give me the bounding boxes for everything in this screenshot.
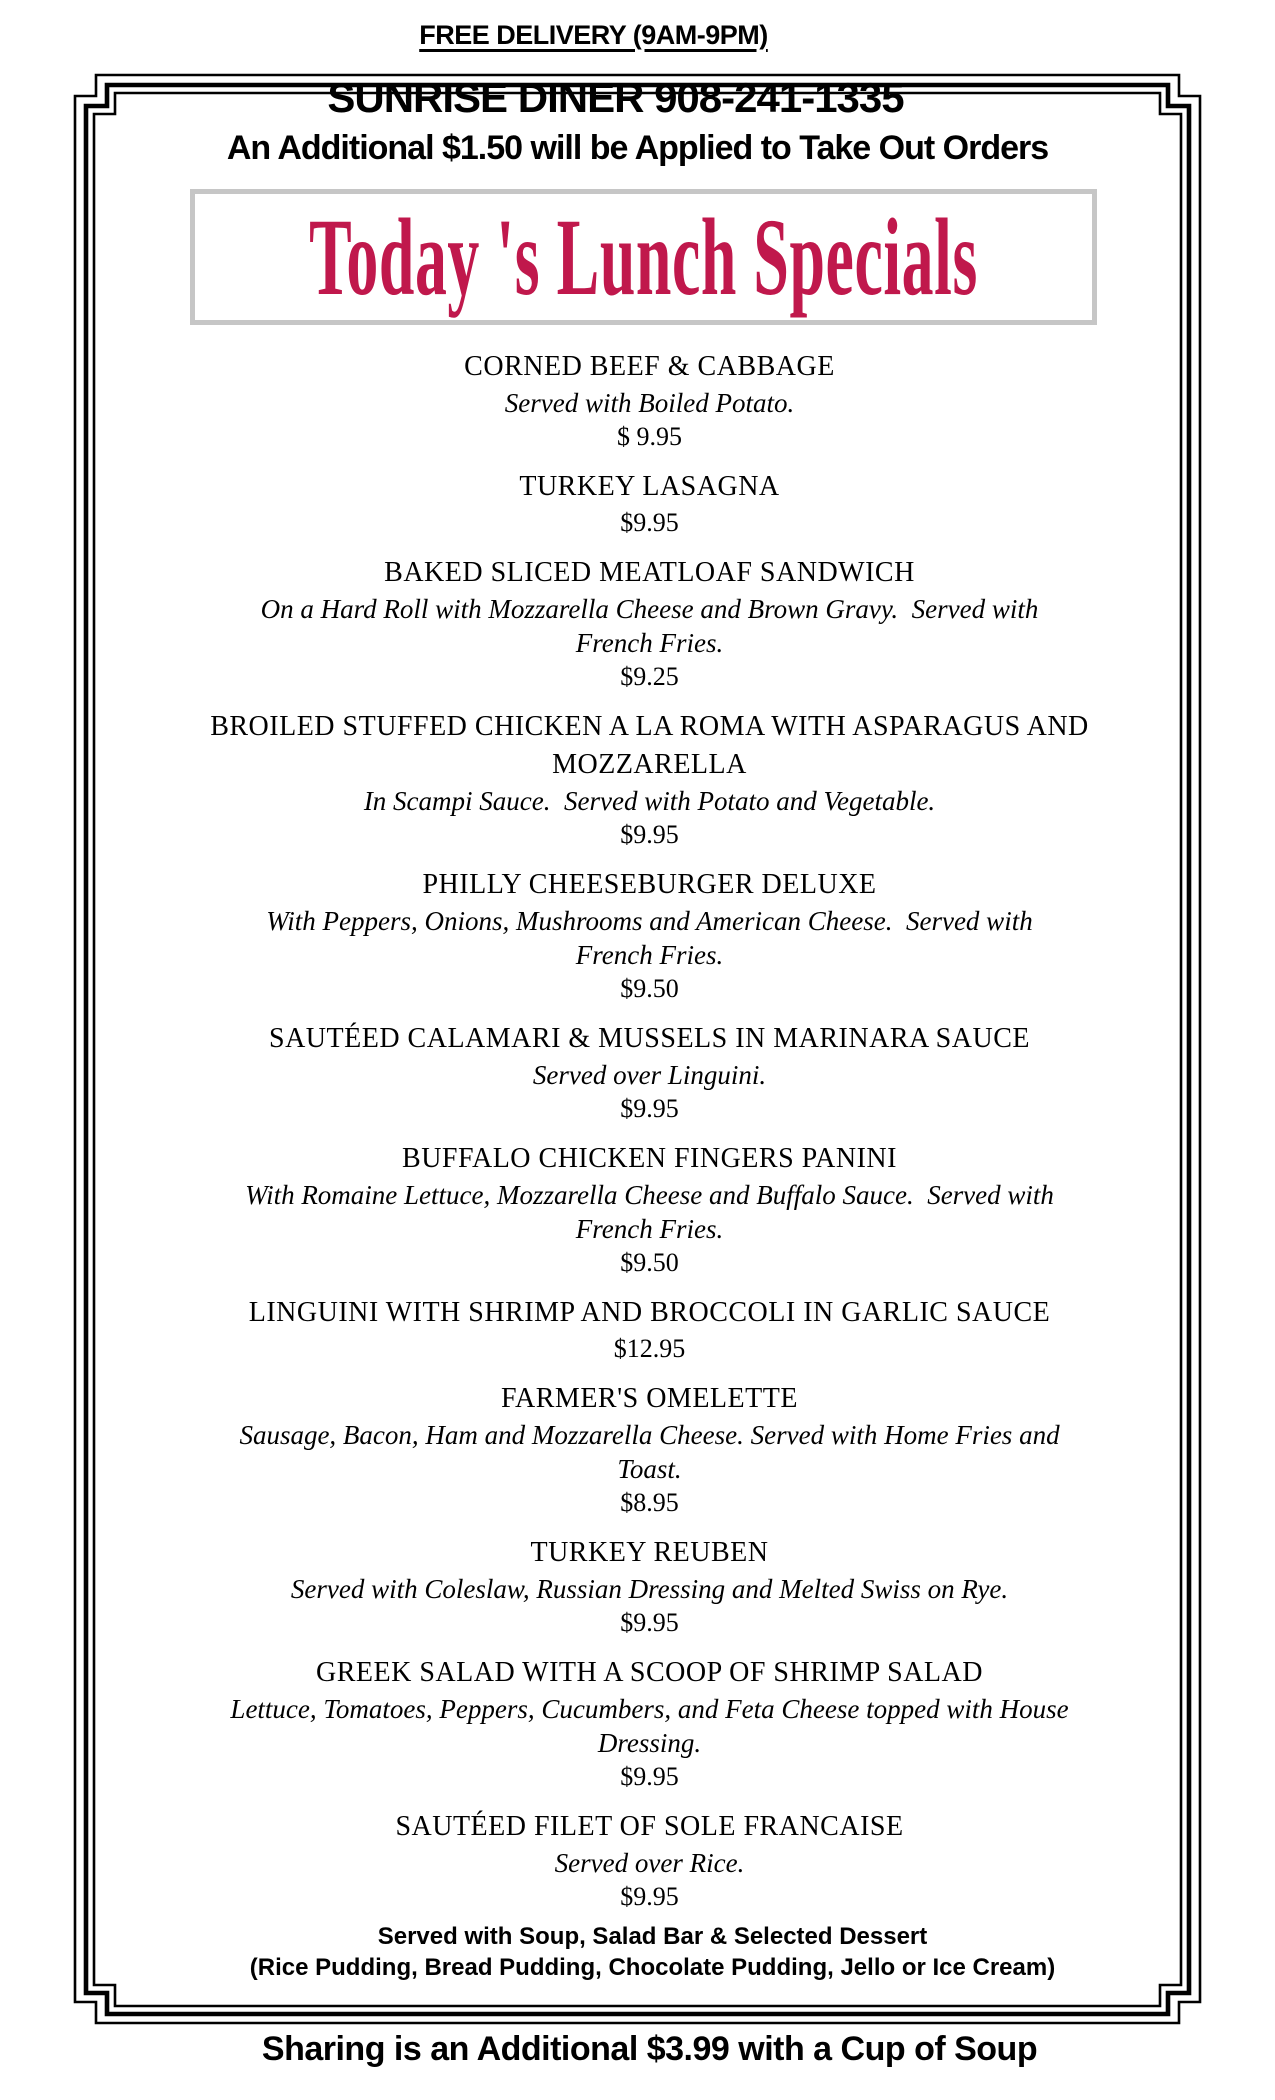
item-description: Lettuce, Tomatoes, Peppers, Cucumbers, and Feta Cheese topped with House Dressing.	[230, 1694, 1076, 1758]
specials-title: Today 's Lunch Specials	[309, 196, 978, 318]
item-name: BROILED STUFFED CHICKEN A LA ROMA WITH ASPARAGUS AND MOZZARELLA	[210, 711, 1089, 780]
specials-title-box	[190, 189, 1097, 325]
item-description: Served with Coleslaw, Russian Dressing and Melted Swiss on Rye.	[290, 1574, 1009, 1604]
menu-item	[160, 1534, 1140, 1639]
item-description: With Peppers, Onions, Mushrooms and American Cheese. Served with French Fries.	[266, 906, 1040, 970]
header	[0, 0, 1275, 325]
menu-item	[160, 866, 1140, 1005]
item-price: $9.95	[620, 1094, 679, 1123]
item-description: With Romaine Lettuce, Mozzarella Cheese and Buffalo Sauce. Served with French Fries.	[245, 1180, 1061, 1244]
item-description: Served over Linguini.	[532, 1060, 767, 1090]
item-name: TURKEY LASAGNA	[519, 471, 780, 502]
item-price: $8.95	[620, 1488, 679, 1517]
item-price: $9.95	[620, 1608, 679, 1637]
item-name: BAKED SLICED MEATLOAF SANDWICH	[384, 557, 915, 588]
item-price: $9.50	[620, 974, 679, 1003]
free-delivery-banner-row	[0, 0, 1275, 51]
item-name: FARMER'S OMELETTE	[501, 1383, 798, 1414]
menu-item	[160, 1140, 1140, 1279]
free-delivery-banner: FREE DELIVERY (9AM-9PM)	[419, 20, 768, 50]
menu-item	[160, 468, 1140, 539]
included-note: Served with Soup, Salad Bar & Selected Dessert	[377, 1923, 928, 1950]
item-name: PHILLY CHEESEBURGER DELUXE	[422, 869, 877, 900]
item-name: TURKEY REUBEN	[530, 1537, 769, 1568]
item-price: $9.95	[620, 820, 679, 849]
dessert-options: (Rice Pudding, Bread Pudding, Chocolate Pudding, Jello or Ice Cream)	[249, 1954, 1056, 1981]
menu-list	[160, 348, 1140, 1928]
item-name: BUFFALO CHICKEN FINGERS PANINI	[402, 1143, 897, 1174]
item-price: $9.50	[620, 1248, 679, 1277]
item-description: In Scampi Sauce. Served with Potato and Vegetable.	[363, 786, 936, 816]
item-name: LINGUINI WITH SHRIMP AND BROCCOLI IN GARLIC SAUCE	[248, 1297, 1051, 1328]
menu-item	[160, 1020, 1140, 1125]
takeout-note: An Additional $1.50 will be Applied to Take Out Orders	[226, 129, 1049, 167]
menu-item	[160, 348, 1140, 453]
footer-notes	[15, 1921, 1275, 1983]
item-description: Served with Boiled Potato.	[504, 388, 795, 418]
menu-item	[160, 708, 1140, 851]
restaurant-title: SUNRISE DINER 908-241-1335	[327, 74, 904, 121]
item-name: GREEK SALAD WITH A SCOOP OF SHRIMP SALAD	[316, 1657, 983, 1688]
item-description: Sausage, Bacon, Ham and Mozzarella Cheese. Served with Home Fries and Toast.	[239, 1420, 1067, 1484]
item-price: $9.95	[620, 1762, 679, 1791]
menu-item	[160, 1294, 1140, 1365]
item-price: $9.95	[620, 508, 679, 537]
menu-item	[160, 1380, 1140, 1519]
item-price: $ 9.95	[617, 422, 682, 451]
item-name: SAUTÉED CALAMARI & MUSSELS IN MARINARA SAUCE	[269, 1023, 1030, 1054]
item-name: CORNED BEEF & CABBAGE	[464, 351, 835, 382]
item-name: SAUTÉED FILET OF SOLE FRANCAISE	[395, 1811, 904, 1842]
item-description: Served over Rice.	[554, 1848, 745, 1878]
menu-item	[160, 1808, 1140, 1913]
item-price: $9.25	[620, 662, 679, 691]
item-price: $9.95	[620, 1882, 679, 1911]
item-price: $12.95	[613, 1334, 686, 1363]
item-description: On a Hard Roll with Mozzarella Cheese and Brown Gravy. Served with French Fries.	[260, 594, 1046, 658]
menu-item	[160, 1654, 1140, 1793]
menu-item	[160, 554, 1140, 693]
sharing-note: Sharing is an Additional $3.99 with a Cup of Soup	[261, 2030, 1038, 2068]
